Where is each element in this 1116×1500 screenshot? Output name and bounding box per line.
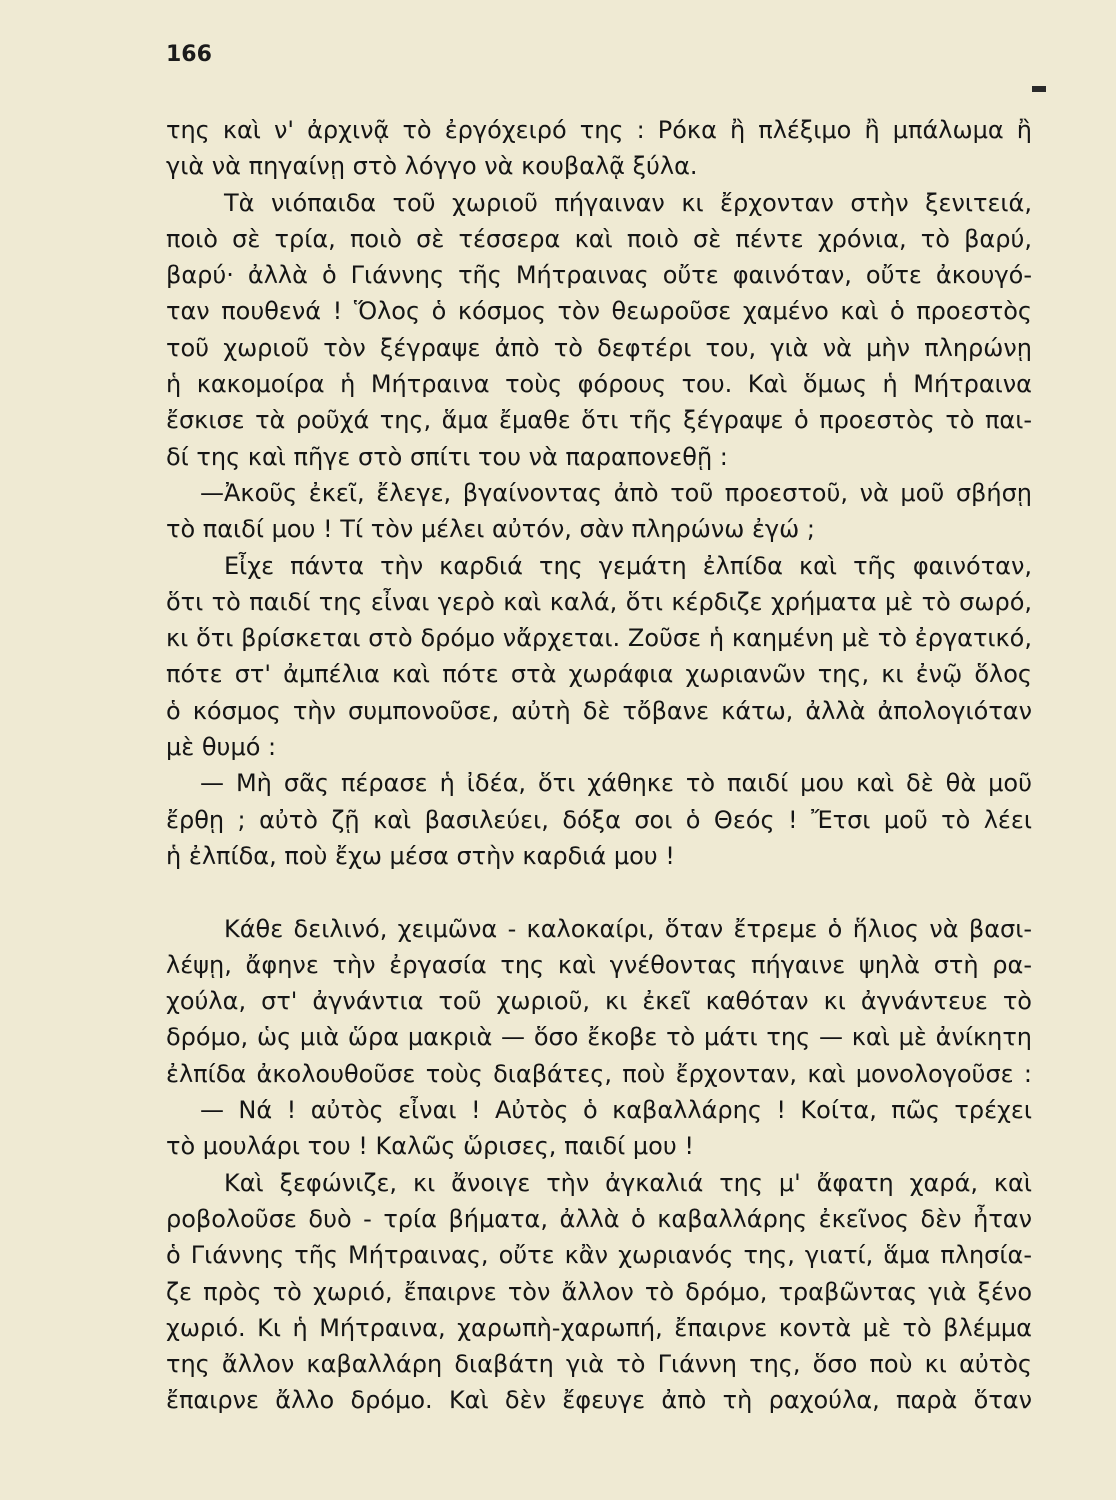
text-line: λέψῃ, ἄφηνε τὴν ἐργασία της καὶ γνέθοντας πήγαινε ψηλὰ στὴ ρα-: [166, 950, 1032, 979]
text-line: της ἄλλον καβαλλάρη διαβάτη γιὰ τὸ Γιάννη της, ὅσο ποὺ κι αὐτὸς: [166, 1350, 1032, 1379]
text-line: ἔσκισε τὰ ροῦχά της, ἅμα ἔμαθε ὅτι τῆς ξέγραψε ὁ προεστὸς τὸ παι-: [166, 406, 1032, 435]
text-line: ζε πρὸς τὸ χωριό, ἔπαιρνε τὸν ἄλλον τὸ δρόμο, τραβῶντας γιὰ ξένο: [166, 1277, 1032, 1306]
text-line: χωριό. Κι ἡ Μήτραινα, χαρωπὴ-χαρωπή, ἔπαιρνε κοντὰ μὲ τὸ βλέμμα: [166, 1313, 1032, 1342]
text-line: —Ἀκοῦς ἐκεῖ, ἔλεγε, βγαίνοντας ἀπὸ τοῦ προεστοῦ, νὰ μοῦ σβήσῃ: [200, 478, 1032, 507]
text-line: δρόμο, ὡς μιὰ ὥρα μακριὰ — ὅσο ἔκοβε τὸ μάτι της — καὶ μὲ ἀνίκητη: [166, 1023, 1032, 1052]
text-line: — Νά ! αὐτὸς εἶναι ! Αὐτὸς ὁ καβαλλάρης ! Κοίτα, πῶς τρέχει: [200, 1096, 1032, 1125]
text-line: Καὶ ξεφώνιζε, κι ἄνοιγε τὴν ἀγκαλιά της μ' ἄφατη χαρά, καὶ: [224, 1168, 1032, 1197]
text-line: Κάθε δειλινό, χειμῶνα - καλοκαίρι, ὅταν ἔτρεμε ὁ ἥλιος νὰ βασι-: [224, 914, 1032, 943]
text-line: ὅτι τὸ παιδί της εἶναι γερὸ καὶ καλά, ὅτι κέρδιζε χρήματα μὲ τὸ σωρό,: [166, 587, 1032, 616]
text-line: δί της καὶ πῆγε στὸ σπίτι του νὰ παραπονεθῇ :: [166, 442, 728, 471]
text-line: ὁ κόσμος τὴν συμπονοῦσε, αὐτὴ δὲ τὄβανε κάτω, ἀλλὰ ἀπολογιόταν: [166, 696, 1032, 725]
text-line: ροβολοῦσε δυὸ - τρία βήματα, ἀλλὰ ὁ καβαλλάρης ἐκεῖνος δὲν ἦταν: [166, 1204, 1032, 1233]
text-line: ὁ Γιάννης τῆς Μήτραινας, οὔτε κἂν χωριανός της, γιατί, ἅμα πλησία-: [166, 1241, 1032, 1270]
text-line: πότε στ' ἀμπέλια καὶ πότε στὰ χωράφια χωριανῶν της, κι ἐνῷ ὅλος: [166, 660, 1032, 689]
page-number: 166: [166, 42, 212, 67]
text-line: ταν πουθενά ! Ὅλος ὁ κόσμος τὸν θεωροῦσε χαμένο καὶ ὁ προεστὸς: [166, 297, 1032, 326]
text-line: τοῦ χωριοῦ τὸν ξέγραψε ἀπὸ τὸ δεφτέρι του, γιὰ νὰ μὴν πληρώνῃ: [166, 333, 1032, 362]
text-line: γιὰ νὰ πηγαίνῃ στὸ λόγγο νὰ κουβαλᾷ ξύλα.: [166, 152, 698, 181]
text-line: — Μὴ σᾶς πέρασε ἡ ἰδέα, ὅτι χάθηκε τὸ παιδί μου καὶ δὲ θὰ μοῦ: [200, 769, 1032, 798]
text-line: τὸ παιδί μου ! Τί τὸν μέλει αὐτόν, σὰν πληρώνω ἐγώ ;: [166, 515, 815, 544]
text-line: της καὶ ν' ἀρχινᾷ τὸ ἐργόχειρό της : Ρόκα ἢ πλέξιμο ἢ μπάλωμα ἢ: [166, 116, 1032, 144]
text-line: Τὰ νιόπαιδα τοῦ χωριοῦ πήγαιναν κι ἔρχονταν στὴν ξενιτειά,: [224, 188, 1032, 217]
text-line: Εἶχε πάντα τὴν καρδιά της γεμάτη ἐλπίδα καὶ τῆς φαινόταν,: [224, 551, 1032, 580]
body-text: [166, 112, 1032, 1419]
text-line: ποιὸ σὲ τρία, ποιὸ σὲ τέσσερα καὶ ποιὸ σὲ πέντε χρόνια, τὸ βαρύ,: [166, 224, 1032, 253]
text-line: ἡ ἐλπίδα, ποὺ ἔχω μέσα στὴν καρδιά μου !: [166, 841, 675, 870]
text-line: μὲ θυμό :: [166, 733, 277, 762]
text-line: ἐλπίδα ἀκολουθοῦσε τοὺς διαβάτες, ποὺ ἔρχονταν, καὶ μονολογοῦσε :: [166, 1059, 1032, 1088]
text-line: τὸ μουλάρι του ! Καλῶς ὥρισες, παιδί μου !: [166, 1132, 694, 1161]
text-line: βαρύ· ἀλλὰ ὁ Γιάννης τῆς Μήτραινας οὔτε φαινόταν, οὔτε ἀκουγό-: [166, 261, 1032, 290]
text-line: ἔπαιρνε ἄλλο δρόμο. Καὶ δὲν ἔφευγε ἀπὸ τὴ ραχούλα, παρὰ ὅταν: [166, 1386, 1032, 1415]
paragraph-gap: [166, 874, 1032, 910]
text-line: ἡ κακομοίρα ἡ Μήτραινα τοὺς φόρους του. Καὶ ὅμως ἡ Μήτραινα: [166, 370, 1032, 399]
text-line: ἔρθῃ ; αὐτὸ ζῇ καὶ βασιλεύει, δόξα σοι ὁ Θεός ! Ἔτσι μοῦ τὸ λέει: [166, 805, 1032, 834]
text-line: κι ὅτι βρίσκεται στὸ δρόμο νἄρχεται. Ζοῦσε ἡ καημένη μὲ τὸ ἐργατικό,: [166, 624, 1032, 653]
corner-mark: [1032, 86, 1046, 92]
text-line: χούλα, στ' ἀγνάντια τοῦ χωριοῦ, κι ἐκεῖ καθόταν κι ἀγνάντευε τὸ: [166, 987, 1032, 1016]
